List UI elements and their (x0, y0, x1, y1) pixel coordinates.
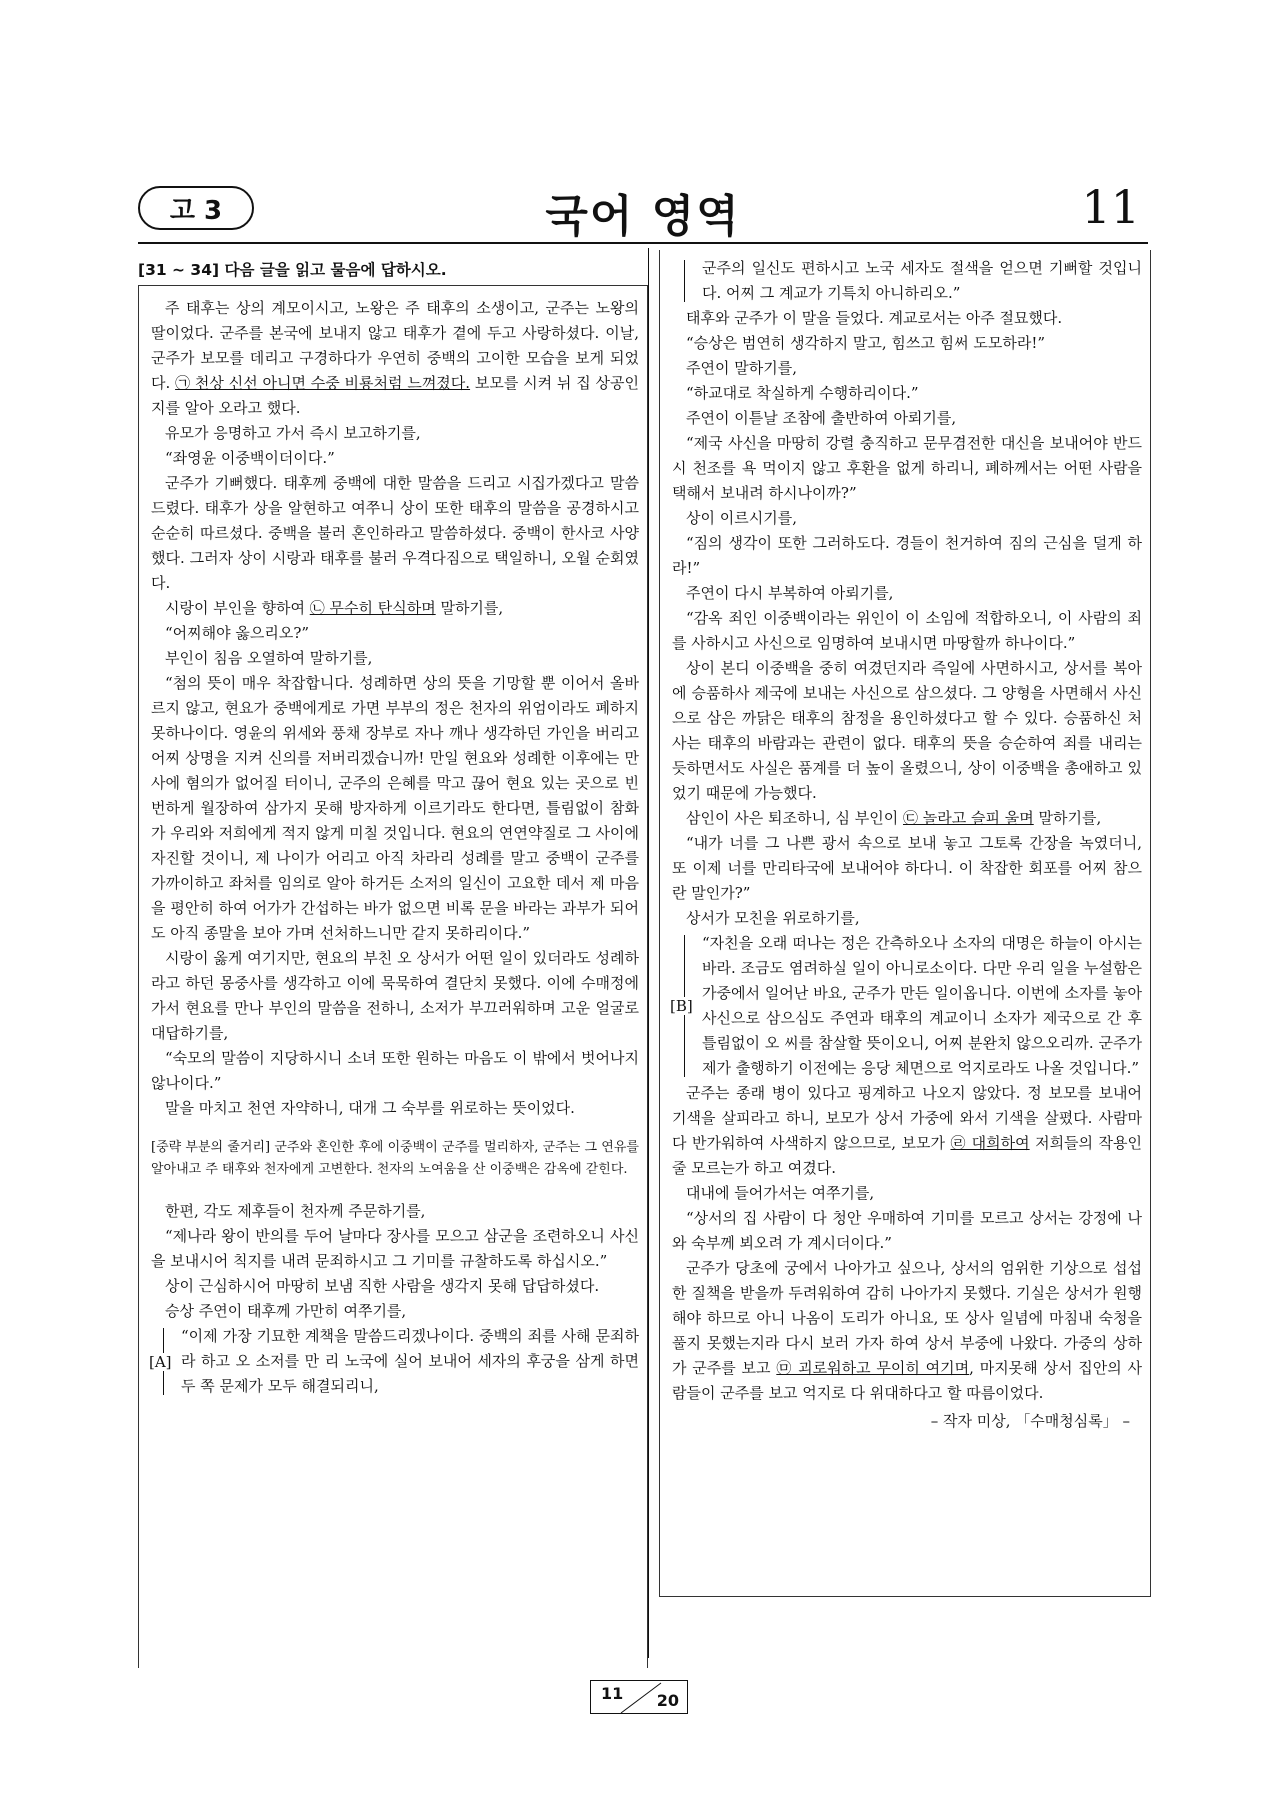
dialogue-line: “짐의 생각이 또한 그러하도다. 경들이 천거하여 짐의 근심을 덜게 하라!” (672, 534, 1142, 577)
question-instruction: [31 ~ 34] 다음 글을 읽고 물음에 답하시오. (138, 261, 447, 279)
underlined-phrase-d: ㉣ 대희하여 (950, 1134, 1030, 1152)
passage-paragraph: 상이 본디 이중백을 중히 여겼던지라 즉일에 사면하시고, 상서를 복아에 승품하사 제국에 보내는 사신으로 삼으셨다. 그 양형을 사면해서 사신으로 삼은 까닭은 태후의 참정을 용인하셨다고 할 수 있다. 승품하신 처사는 태후의 바람과는 관련이 없다. 태후의 뜻을 승순하여 죄를 내리는 듯하면서도 사실은 품계를 더 높이 올렸으니, 상이 이중백을 총애하고 있었기 때문에 가능했다. (672, 659, 1142, 802)
passage-paragraph: 주연이 이튿날 조참에 출반하여 아뢰기를, (686, 409, 957, 427)
bracket-a-label: [A] (149, 1352, 172, 1371)
page-counter (590, 1680, 688, 1714)
passage-paragraph: 유모가 응명하고 가서 즉시 보고하기를, (165, 424, 421, 442)
dialogue-line: “어찌해야 옳으리오?” (165, 624, 310, 642)
dialogue-line: “감옥 죄인 이중백이라는 위인이 이 소임에 적합하오니, 이 사람의 죄를 사하시고 사신으로 임명하여 보내시면 마땅할까 하나이다.” (672, 609, 1142, 652)
bracket-a-text: “이제 가장 기묘한 계책을 말씀드리겠나이다. 중백의 죄를 사해 문죄하라 하고 오 소저를 만 리 노국에 실어 보내어 세자의 후궁을 삼게 하면 두 쪽 문제가 모두 해결되리니, (181, 1327, 639, 1395)
bracket-a-continued (672, 256, 1142, 306)
bracket-a-text-continued: 군주의 일신도 편하시고 노국 세자도 절색을 얻으면 기뻐할 것입니다. 어찌 그 계교가 기특치 아니하리오.” (702, 259, 1142, 302)
passage-paragraph: 상서가 모친을 위로하기를, (686, 909, 860, 927)
passage-left-column (138, 285, 648, 1668)
bracket-b-section (672, 931, 1142, 1081)
passage-paragraph: 상이 근심하시어 마땅히 보냄 직한 사람을 생각지 못해 답답하셨다. (165, 1277, 600, 1295)
passage-text: 군주가 당초에 궁에서 나아가고 싶으나, 상서의 엄위한 기상으로 섭섭한 질책을 받을까 두려워하여 감히 나아가지 못했다. 기실은 상서가 원행해야 하므로 아니 나옴이 도리가 아니요, 또 상사 일념에 마침내 숙청을 풀지 못했는지라 다시 보러 가자 하여 상서 부중에 나왔다. 가중의 상하가 군주를 보고 (672, 1259, 1142, 1377)
current-page: 11 (601, 1684, 624, 1703)
page-number: 11 (1081, 180, 1140, 234)
dialogue-line: “숙모의 말씀이 지당하시니 소녀 또한 원하는 마음도 이 밖에서 벗어나지 않나이다.” (151, 1049, 639, 1092)
dialogue-line: “제나라 왕이 반의를 두어 날마다 장사를 모으고 삼군을 조련하오니 사신을 보내시어 칙지를 내려 문죄하시고 그 기미를 규찰하도록 하십시오.” (151, 1227, 639, 1270)
underlined-phrase-a: ㉠ 천상 신선 아니면 수중 비룡처럼 느껴졌다. (175, 374, 471, 392)
passage-text: 말하기를, (435, 599, 504, 617)
passage-text: 저희들의 작용인 줄 모르는가 하고 여겼다. (672, 1134, 1142, 1177)
dialogue-line: “내가 너를 그 나쁜 광서 속으로 보내 놓고 그토록 간장을 녹였더니, 또 이제 너를 만리타국에 보내어야 하다니. 이 착잡한 회포를 어찌 참으란 말인가?” (672, 834, 1142, 902)
passage-text: 말하기를, (1033, 809, 1102, 827)
passage-paragraph: 주연이 다시 부복하여 아뢰기를, (686, 584, 894, 602)
passage-paragraph (151, 296, 639, 421)
passage-text: 시랑이 부인을 향하여 (165, 599, 310, 617)
passage-text: 보모를 시켜 뉘 집 상공인지를 알아 오라고 했다. (151, 374, 639, 417)
header-rule (138, 242, 1148, 244)
passage-text: 삼인이 사은 퇴조하니, 심 부인이 (686, 809, 903, 827)
bracket-a-line-continued (684, 260, 693, 302)
dialogue-line: “하교대로 착실하게 수행하리이다.” (686, 384, 919, 402)
passage-paragraph: 군주가 기뻐했다. 태후께 중백에 대한 말씀을 드리고 시집가겠다고 말씀드렸다. 태후가 상을 알현하고 여쭈니 상이 또한 태후의 말씀을 공경하시고 순순히 따르셨다. 중백을 불러 혼인하라고 말씀하셨다. 중백이 한사코 사양했다. 그러자 상이 시랑과 태후를 불러 우격다짐으로 택일하니, 오월 순회였다. (151, 474, 639, 592)
underlined-phrase-e: ㉤ 괴로워하고 무이히 여기며 (776, 1359, 970, 1377)
passage-paragraph: 대내에 들어가서는 여쭈기를, (686, 1184, 875, 1202)
passage-text: , 마지못해 상서 집안의 사람들이 군주를 보고 억지로 다 위대하다고 할 따름이었다. (672, 1359, 1142, 1402)
underlined-phrase-c: ㉢ 놀라고 슬피 울며 (902, 809, 1034, 827)
dialogue-line: “승상은 범연히 생각하지 말고, 힘쓰고 힘써 도모하라!” (686, 334, 1046, 352)
page-header (138, 180, 1148, 242)
bracket-b-text: “자친을 오래 떠나는 정은 간측하오나 소자의 대명은 하늘이 아시는 바라. 조금도 염려하실 일이 아니로소이다. 다만 우리 일을 누설함은 가중에서 일어난 바요, 군주가 만든 일이옵니다. 이번에 소자를 놓아 사신으로 삼으심도 주연과 태후의 계교이니 소자가 제국으로 간 후 틀림없이 오 씨를 참살할 뜻이오니, 어찌 분완치 않으오리까. 군주가 제가 출행하기 이전에는 응당 체면으로 억지로라도 나올 것입니다.” (702, 934, 1142, 1077)
dialogue-line: “상서의 집 사람이 다 청안 우매하여 기미를 모르고 상서는 강정에 나와 숙부께 뵈오려 가 계시더이다.” (672, 1209, 1142, 1252)
source-citation: – 작자 미상, 「수매청심록」 – (930, 1412, 1130, 1430)
dialogue-line: “첨의 뜻이 매우 착잡합니다. 성례하면 상의 뜻을 기망할 뿐 이어서 올바르지 않고, 현요가 중백에게로 가면 부부의 정은 천자의 위엄이라도 폐하지 못하나이다. 영윤의 위세와 풍채 장부로 자나 깨나 생각하던 가인을 버리고 어찌 상명을 지켜 신의를 저버리겠습니까! 만일 현요와 성례한 이후에는 만사에 혐의가 없어질 터이니, 군주의 은혜를 막고 끊어 현요 있는 곳으로 빈번하게 월장하여 삼가지 못해 방자하게 이르기라도 한다면, 틀림없이 참화가 우리와 저희에게 적지 않게 미칠 것입니다. 현요의 연연약질로 그 사이에 자진할 것이니, 제 나이가 어리고 아직 차라리 성례를 말고 중백이 군주를 가까이하고 좌처를 임의로 알아 하거든 소저의 일신이 고요한 데서 제 마음을 평안히 하여 어가가 간섭하는 바가 없으면 비록 문을 바라는 과부가 되어도 아직 종말을 보아 가며 선처하느니만 같지 못하리이다.” (151, 674, 639, 942)
omitted-plot-summary: [중략 부분의 줄거리] 군주와 혼인한 후에 이중백이 군주를 멀리하자, 군주는 그 연유를 알아내고 주 태후와 천자에게 고변한다. 천자의 노여움을 산 이중백은 감옥에 갇힌다. (151, 1140, 639, 1177)
bracket-a-section (151, 1324, 639, 1399)
passage-paragraph (672, 1256, 1142, 1406)
page-title: 국어 영역 (545, 191, 741, 242)
passage-text: 주 태후는 상의 계모이시고, 노왕은 주 태후의 소생이고, 군주는 노왕의 딸이었다. 군주를 본국에 보내지 않고 태후가 곁에 두고 사랑하셨다. 이날, 군주가 보모를 데리고 구경하다가 우연히 중백의 고이한 모습을 보게 되었다. (151, 299, 639, 392)
grade-badge: 고 3 (138, 186, 254, 230)
underlined-phrase-b: ㉡ 무수히 탄식하며 (309, 599, 436, 617)
dialogue-line: “좌영윤 이중백이더이다.” (165, 449, 335, 467)
dialogue-line: “제국 사신을 마땅히 강렬 충직하고 문무겸전한 대신을 보내어야 반드시 천조를 욕 먹이지 않고 후환을 없게 하리니, 폐하께서는 어떤 사람을 택해서 보내려 하시나이까?” (672, 434, 1142, 502)
passage-paragraph (672, 806, 1142, 831)
passage-right-column (659, 250, 1151, 1597)
passage-paragraph: 한편, 각도 제후들이 천자께 주문하기를, (165, 1202, 426, 1220)
passage-paragraph: 승상 주연이 태후께 가만히 여쭈기를, (165, 1302, 407, 1320)
passage-paragraph: 부인이 침음 오열하여 말하기를, (165, 649, 373, 667)
column-divider (648, 248, 649, 1658)
passage-paragraph: 말을 마치고 천연 자약하니, 대개 그 숙부를 위로하는 뜻이었다. (165, 1099, 575, 1117)
passage-paragraph: 시랑이 옳게 여기지만, 현요의 부친 오 상서가 어떤 일이 있더라도 성례하라고 하던 몽중사를 생각하고 이에 묵묵하여 결단치 못했다. 이에 수매정에 가서 현요를 만나 부인의 말씀을 전하니, 소저가 부끄러워하며 고운 얼굴로 대답하기를, (151, 949, 639, 1042)
passage-paragraph (672, 1081, 1142, 1181)
passage-paragraph: 태후와 군주가 이 말을 들었다. 계교로서는 아주 절묘했다. (686, 309, 1063, 327)
passage-paragraph: 상이 이르시기를, (686, 509, 797, 527)
total-pages: 20 (656, 1691, 679, 1710)
passage-paragraph: 주연이 말하기를, (686, 359, 797, 377)
passage-paragraph (151, 596, 639, 621)
bracket-b-label: [B] (670, 997, 693, 1015)
passage-text: 군주는 종래 병이 있다고 핑계하고 나오지 않았다. 정 보모를 보내어 기색을 살피라고 하니, 보모가 상서 가중에 와서 기색을 살폈다. 사람마다 반가워하여 사색하지 않으므로, 보모가 (672, 1084, 1142, 1152)
